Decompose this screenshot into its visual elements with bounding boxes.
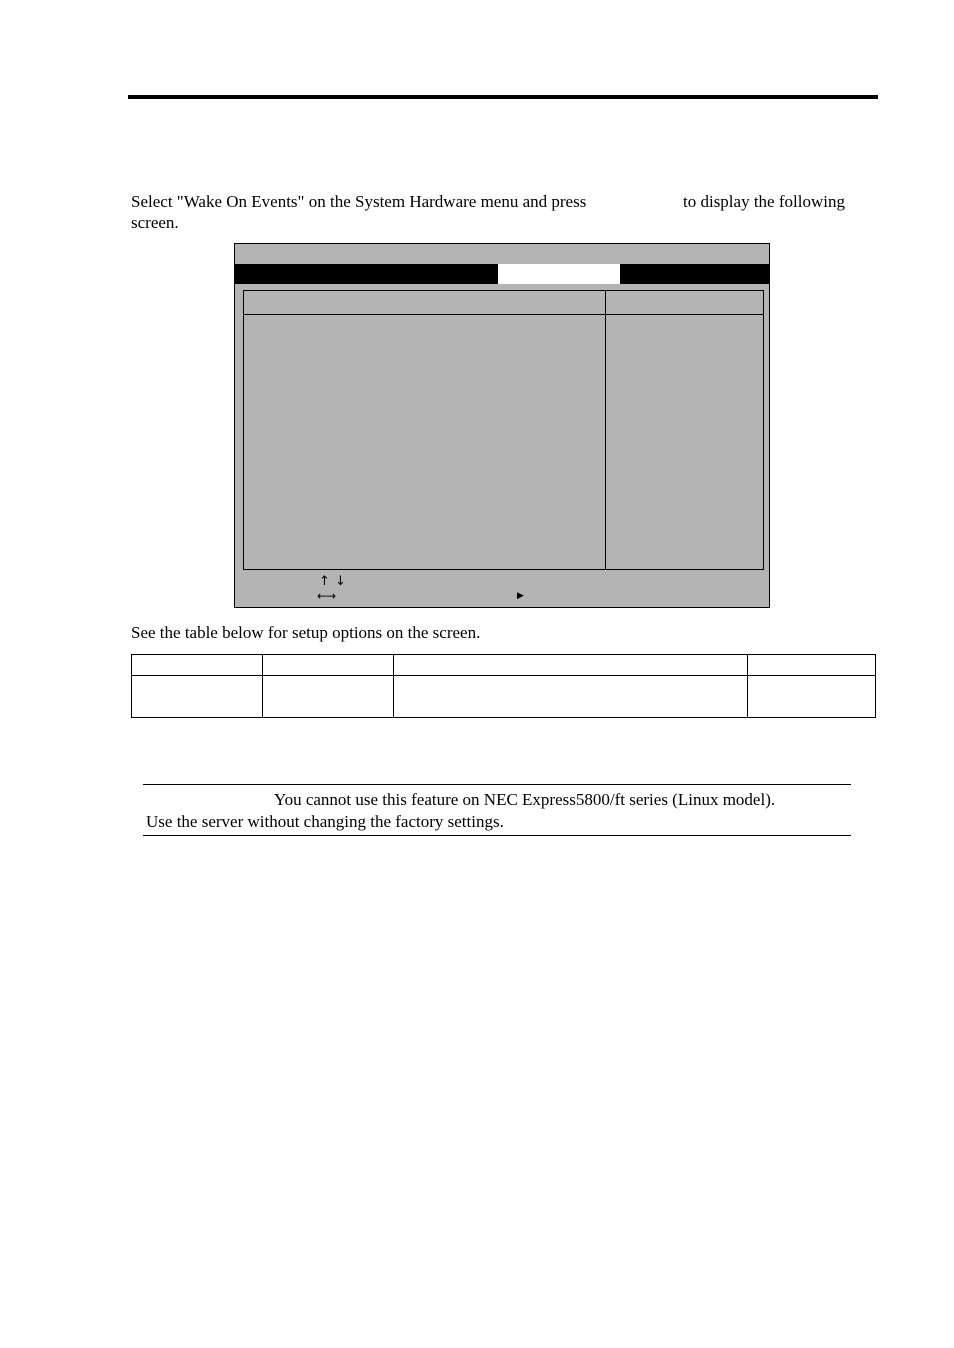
header-rule xyxy=(128,95,878,99)
setup-options-table xyxy=(131,654,876,718)
right-triangle-icon: ▶ xyxy=(517,591,524,601)
bios-menubar-right xyxy=(620,264,770,284)
table-cell xyxy=(394,676,748,718)
important-note-box xyxy=(143,784,851,836)
bios-settings-panel xyxy=(243,290,764,570)
table-header-cell xyxy=(394,655,748,676)
table-row xyxy=(132,676,876,718)
up-arrow-icon: ↑ xyxy=(319,574,330,589)
intro-line1-after: to display the following xyxy=(683,192,845,211)
table-header-row xyxy=(132,655,876,676)
table-cell xyxy=(132,676,263,718)
bios-selected-tab[interactable] xyxy=(498,264,620,284)
bios-menubar-left xyxy=(235,264,498,284)
table-header-cell xyxy=(748,655,876,676)
panel-help-divider xyxy=(605,291,606,569)
panel-header-divider xyxy=(244,314,763,315)
intro-paragraph xyxy=(131,191,871,233)
down-arrow-icon: ↓ xyxy=(335,574,346,589)
table-cell xyxy=(748,676,876,718)
intro-line1-before: Select "Wake On Events" on the System Hardware menu and press xyxy=(131,192,587,211)
intro-line2: screen. xyxy=(131,213,179,232)
table-intro-text: See the table below for setup options on the screen. xyxy=(131,623,481,642)
table-cell xyxy=(263,676,394,718)
note-line1: You cannot use this feature on NEC Express5800/ft series (Linux model). xyxy=(274,790,776,809)
note-line2: Use the server without changing the factory settings. xyxy=(146,812,504,831)
left-right-arrow-icon: ←→ xyxy=(317,589,336,603)
table-header-cell xyxy=(263,655,394,676)
table-header-cell xyxy=(132,655,263,676)
bios-setup-screen xyxy=(234,243,770,608)
